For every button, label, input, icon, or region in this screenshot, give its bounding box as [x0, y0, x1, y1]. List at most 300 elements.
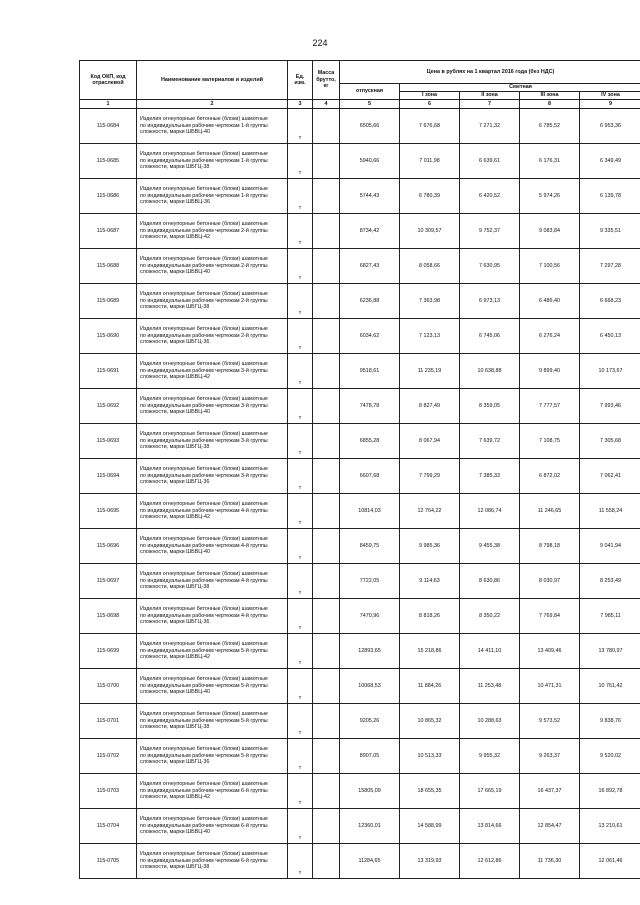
cell-zone-2: 6 420,52	[460, 179, 520, 214]
name-line: Изделия огнеупорные бетонные (блоки) шамотные	[140, 361, 268, 368]
table-row	[80, 809, 640, 844]
cell-wholesale: 6607,68	[340, 459, 400, 494]
cell-zone-4: 8 253,49	[580, 564, 640, 599]
name-line: по индивидуальным рабочим чертежам 2-й группы	[140, 332, 268, 339]
name-line: сложности, марки ШБВЦ-42	[140, 654, 211, 661]
col-number: 2	[137, 100, 288, 109]
cell-code: 115-0695	[80, 494, 137, 529]
table-row	[80, 389, 640, 424]
cell-zone-1: 6 780,39	[400, 179, 460, 214]
cell-code: 115-0689	[80, 284, 137, 319]
cell-zone-2: 9 955,32	[460, 739, 520, 774]
name-line: по индивидуальным рабочим чертежам 4-й группы	[140, 612, 268, 619]
name-line: сложности, марки ШБГЦ-38	[140, 724, 210, 731]
cell-unit: т	[288, 599, 313, 634]
name-line: Изделия огнеупорные бетонные (блоки) шамотные	[140, 291, 268, 298]
cell-zone-4: 7 985,11	[580, 599, 640, 634]
cell-zone-4: 13 780,97	[580, 634, 640, 669]
cell-zone-4: 9 335,51	[580, 214, 640, 249]
cell-zone-2: 7 639,72	[460, 424, 520, 459]
cell-code: 115-0690	[80, 319, 137, 354]
cell-name	[137, 179, 288, 214]
name-line: Изделия огнеупорные бетонные (блоки) шамотные	[140, 536, 268, 543]
cell-zone-4: 7 305,68	[580, 424, 640, 459]
cell-zone-4: 12 061,46	[580, 844, 640, 879]
name-line: сложности, марки ШБВЦ-40	[140, 549, 211, 556]
cell-zone-1: 10 309,57	[400, 214, 460, 249]
cell-zone-3: 6 176,31	[520, 144, 580, 179]
cell-mass	[313, 144, 340, 179]
cell-unit: т	[288, 774, 313, 809]
cell-mass	[313, 354, 340, 389]
table-row	[80, 214, 640, 249]
cell-unit: т	[288, 739, 313, 774]
cell-wholesale: 9205,26	[340, 704, 400, 739]
page-number: 224	[312, 38, 328, 48]
cell-zone-3: 7 100,56	[520, 249, 580, 284]
name-line: по индивидуальным рабочим чертежам 5-й группы	[140, 752, 268, 759]
cell-name	[137, 249, 288, 284]
col-number: 4	[313, 100, 340, 109]
name-line: сложности, марки ШБВЦ-40	[140, 269, 211, 276]
price-table	[79, 60, 640, 879]
col-number: 5	[340, 100, 400, 109]
cell-mass	[313, 634, 340, 669]
cell-zone-3: 6 872,02	[520, 459, 580, 494]
name-line: Изделия огнеупорные бетонные (блоки) шамотные	[140, 851, 268, 858]
cell-code: 115-0705	[80, 844, 137, 879]
header-price-group: Цена в рублях на 1 квартал 2016 года (без НДС)	[340, 61, 640, 84]
name-line: сложности, марки ШБГЦ-38	[140, 304, 210, 311]
name-line: Изделия огнеупорные бетонные (блоки) шамотные	[140, 676, 268, 683]
name-line: по индивидуальным рабочим чертежам 6-й группы	[140, 857, 268, 864]
cell-mass	[313, 214, 340, 249]
name-line: по индивидуальным рабочим чертежам 6-й группы	[140, 787, 268, 794]
cell-zone-2: 10 638,88	[460, 354, 520, 389]
cell-unit: т	[288, 494, 313, 529]
cell-mass	[313, 389, 340, 424]
col-number: 1	[80, 100, 137, 109]
cell-wholesale: 6034,62	[340, 319, 400, 354]
name-line: сложности, марки ШБВЦ-42	[140, 234, 211, 241]
name-line: сложности, марки ШБВЦ-40	[140, 409, 211, 416]
name-line: сложности, марки ШБВЦ-40	[140, 129, 211, 136]
name-line: Изделия огнеупорные бетонные (блоки) шамотные	[140, 326, 268, 333]
name-line: сложности, марки ШБГЦ-36	[140, 619, 210, 626]
cell-zone-4: 6 668,23	[580, 284, 640, 319]
table-row	[80, 354, 640, 389]
cell-unit: т	[288, 424, 313, 459]
cell-zone-4: 11 558,24	[580, 494, 640, 529]
cell-zone-1: 10 865,32	[400, 704, 460, 739]
cell-zone-3: 13 409,46	[520, 634, 580, 669]
cell-zone-4: 6 953,36	[580, 109, 640, 144]
cell-zone-1: 8 058,66	[400, 249, 460, 284]
table-row	[80, 284, 640, 319]
cell-code: 115-0702	[80, 739, 137, 774]
cell-name	[137, 704, 288, 739]
cell-wholesale: 10814,03	[340, 494, 400, 529]
header-zone-3: III зона	[520, 92, 580, 100]
cell-zone-2: 7 271,32	[460, 109, 520, 144]
name-line: Изделия огнеупорные бетонные (блоки) шамотные	[140, 641, 268, 648]
cell-mass	[313, 319, 340, 354]
cell-wholesale: 6827,43	[340, 249, 400, 284]
cell-unit: т	[288, 564, 313, 599]
cell-name	[137, 284, 288, 319]
cell-name	[137, 144, 288, 179]
name-line: сложности, марки ШБВЦ-42	[140, 374, 211, 381]
table-row	[80, 529, 640, 564]
cell-zone-4: 6 349,49	[580, 144, 640, 179]
name-line: по индивидуальным рабочим чертежам 5-й группы	[140, 647, 268, 654]
cell-zone-2: 7 385,33	[460, 459, 520, 494]
cell-wholesale: 7478,78	[340, 389, 400, 424]
cell-wholesale: 9518,61	[340, 354, 400, 389]
table-row	[80, 144, 640, 179]
table-row	[80, 634, 640, 669]
cell-zone-4: 10 761,42	[580, 669, 640, 704]
cell-name	[137, 634, 288, 669]
cell-zone-1: 15 218,86	[400, 634, 460, 669]
cell-zone-2: 14 411,10	[460, 634, 520, 669]
cell-mass	[313, 844, 340, 879]
name-line: по индивидуальным рабочим чертежам 2-й группы	[140, 297, 268, 304]
cell-zone-3: 9 899,40	[520, 354, 580, 389]
table-row	[80, 599, 640, 634]
cell-code: 115-0686	[80, 179, 137, 214]
name-line: по индивидуальным рабочим чертежам 2-й группы	[140, 227, 268, 234]
cell-zone-3: 6 486,40	[520, 284, 580, 319]
cell-zone-1: 14 588,99	[400, 809, 460, 844]
cell-name	[137, 319, 288, 354]
cell-name	[137, 739, 288, 774]
cell-zone-1: 8 827,49	[400, 389, 460, 424]
cell-zone-3: 11 246,65	[520, 494, 580, 529]
name-line: по индивидуальным рабочим чертежам 3-й группы	[140, 367, 268, 374]
cell-name	[137, 424, 288, 459]
table-row	[80, 319, 640, 354]
cell-unit: т	[288, 389, 313, 424]
cell-wholesale: 8907,05	[340, 739, 400, 774]
cell-zone-2: 6 639,61	[460, 144, 520, 179]
table-row	[80, 739, 640, 774]
name-line: сложности, марки ШБГЦ-36	[140, 479, 210, 486]
table-row	[80, 564, 640, 599]
cell-name	[137, 459, 288, 494]
cell-name	[137, 564, 288, 599]
cell-name	[137, 774, 288, 809]
cell-code: 115-0685	[80, 144, 137, 179]
name-line: по индивидуальным рабочим чертежам 4-й группы	[140, 542, 268, 549]
cell-unit: т	[288, 844, 313, 879]
cell-zone-3: 7 777,57	[520, 389, 580, 424]
cell-code: 115-0687	[80, 214, 137, 249]
cell-zone-1: 7 363,98	[400, 284, 460, 319]
cell-mass	[313, 284, 340, 319]
cell-wholesale: 8459,75	[340, 529, 400, 564]
cell-mass	[313, 249, 340, 284]
name-line: сложности, марки ШБВЦ-40	[140, 829, 211, 836]
cell-zone-3: 7 769,84	[520, 599, 580, 634]
header-name: Наименование материалов и изделий	[137, 61, 288, 100]
cell-zone-1: 7 799,29	[400, 459, 460, 494]
name-line: по индивидуальным рабочим чертежам 5-й группы	[140, 682, 268, 689]
cell-mass	[313, 109, 340, 144]
cell-zone-3: 16 437,37	[520, 774, 580, 809]
cell-wholesale: 7722,05	[340, 564, 400, 599]
cell-zone-3: 9 263,37	[520, 739, 580, 774]
col-number: 7	[460, 100, 520, 109]
name-line: по индивидуальным рабочим чертежам 2-й группы	[140, 262, 268, 269]
cell-zone-2: 9 752,37	[460, 214, 520, 249]
name-line: Изделия огнеупорные бетонные (блоки) шамотные	[140, 711, 268, 718]
cell-zone-1: 8 067,94	[400, 424, 460, 459]
cell-zone-2: 8 350,22	[460, 599, 520, 634]
name-line: сложности, марки ШБВЦ-36	[140, 199, 211, 206]
cell-zone-4: 7 993,46	[580, 389, 640, 424]
col-number: 8	[520, 100, 580, 109]
cell-zone-1: 9 114,63	[400, 564, 460, 599]
cell-zone-1: 7 676,68	[400, 109, 460, 144]
table-row	[80, 424, 640, 459]
table-row	[80, 669, 640, 704]
cell-name	[137, 809, 288, 844]
cell-zone-4: 6 450,13	[580, 319, 640, 354]
name-line: Изделия огнеупорные бетонные (блоки) шамотные	[140, 221, 268, 228]
cell-wholesale: 10068,53	[340, 669, 400, 704]
col-number: 6	[400, 100, 460, 109]
cell-zone-2: 12 612,86	[460, 844, 520, 879]
cell-unit: т	[288, 669, 313, 704]
cell-zone-2: 8 359,05	[460, 389, 520, 424]
name-line: Изделия огнеупорные бетонные (блоки) шамотные	[140, 431, 268, 438]
cell-code: 115-0697	[80, 564, 137, 599]
header-wholesale: отпускная	[340, 84, 400, 100]
name-line: сложности, марки ШБВЦ-42	[140, 794, 211, 801]
name-line: Изделия огнеупорные бетонные (блоки) шамотные	[140, 151, 268, 158]
cell-zone-4: 9 520,02	[580, 739, 640, 774]
cell-name	[137, 494, 288, 529]
cell-code: 115-0699	[80, 634, 137, 669]
cell-zone-2: 9 455,38	[460, 529, 520, 564]
cell-name	[137, 214, 288, 249]
cell-unit: т	[288, 179, 313, 214]
name-line: Изделия огнеупорные бетонные (блоки) шамотные	[140, 501, 268, 508]
cell-zone-2: 6 745,06	[460, 319, 520, 354]
header-zone-2: II зона	[460, 92, 520, 100]
cell-mass	[313, 599, 340, 634]
cell-wholesale: 6236,88	[340, 284, 400, 319]
cell-code: 115-0692	[80, 389, 137, 424]
cell-code: 115-0704	[80, 809, 137, 844]
cell-zone-4: 13 210,61	[580, 809, 640, 844]
cell-unit: т	[288, 634, 313, 669]
name-line: сложности, марки ШБГЦ-38	[140, 584, 210, 591]
name-line: Изделия огнеупорные бетонные (блоки) шамотные	[140, 606, 268, 613]
cell-code: 115-0691	[80, 354, 137, 389]
name-line: Изделия огнеупорные бетонные (блоки) шамотные	[140, 116, 268, 123]
cell-zone-3: 11 736,30	[520, 844, 580, 879]
cell-zone-2: 8 630,86	[460, 564, 520, 599]
name-line: Изделия огнеупорные бетонные (блоки) шамотные	[140, 746, 268, 753]
cell-code: 115-0703	[80, 774, 137, 809]
cell-zone-2: 13 814,66	[460, 809, 520, 844]
cell-zone-3: 10 471,31	[520, 669, 580, 704]
name-line: по индивидуальным рабочим чертежам 3-й группы	[140, 437, 268, 444]
cell-wholesale: 6505,66	[340, 109, 400, 144]
cell-name	[137, 529, 288, 564]
name-line: Изделия огнеупорные бетонные (блоки) шамотные	[140, 466, 268, 473]
cell-zone-3: 6 276,24	[520, 319, 580, 354]
cell-zone-2: 6 973,13	[460, 284, 520, 319]
cell-name	[137, 354, 288, 389]
cell-zone-1: 7 011,98	[400, 144, 460, 179]
name-line: по индивидуальным рабочим чертежам 1-й группы	[140, 122, 268, 129]
cell-zone-1: 13 319,93	[400, 844, 460, 879]
cell-zone-1: 12 764,22	[400, 494, 460, 529]
name-line: по индивидуальным рабочим чертежам 4-й группы	[140, 507, 268, 514]
cell-zone-4: 10 173,67	[580, 354, 640, 389]
cell-unit: т	[288, 284, 313, 319]
name-line: по индивидуальным рабочим чертежам 1-й группы	[140, 192, 268, 199]
cell-unit: т	[288, 144, 313, 179]
cell-unit: т	[288, 319, 313, 354]
cell-name	[137, 389, 288, 424]
table-row	[80, 179, 640, 214]
name-line: Изделия огнеупорные бетонные (блоки) шамотные	[140, 571, 268, 578]
cell-zone-2: 7 630,95	[460, 249, 520, 284]
name-line: Изделия огнеупорные бетонные (блоки) шамотные	[140, 186, 268, 193]
cell-zone-3: 5 974,26	[520, 179, 580, 214]
header-zone-4: IV зона	[580, 92, 640, 100]
cell-wholesale: 12360,01	[340, 809, 400, 844]
cell-code: 115-0693	[80, 424, 137, 459]
cell-zone-1: 8 818,26	[400, 599, 460, 634]
cell-zone-4: 9 838,76	[580, 704, 640, 739]
name-line: Изделия огнеупорные бетонные (блоки) шамотные	[140, 256, 268, 263]
cell-code: 115-0701	[80, 704, 137, 739]
cell-zone-2: 10 288,63	[460, 704, 520, 739]
cell-zone-3: 8 030,97	[520, 564, 580, 599]
cell-zone-1: 11 235,19	[400, 354, 460, 389]
table-row	[80, 704, 640, 739]
name-line: по индивидуальным рабочим чертежам 3-й группы	[140, 472, 268, 479]
cell-unit: т	[288, 354, 313, 389]
cell-zone-1: 7 123,13	[400, 319, 460, 354]
cell-mass	[313, 179, 340, 214]
cell-mass	[313, 494, 340, 529]
cell-wholesale: 15805,09	[340, 774, 400, 809]
cell-code: 115-0700	[80, 669, 137, 704]
name-line: по индивидуальным рабочим чертежам 3-й группы	[140, 402, 268, 409]
cell-mass	[313, 564, 340, 599]
cell-wholesale: 5940,66	[340, 144, 400, 179]
table-row	[80, 774, 640, 809]
table-row	[80, 249, 640, 284]
name-line: по индивидуальным рабочим чертежам 1-й группы	[140, 157, 268, 164]
cell-name	[137, 109, 288, 144]
cell-unit: т	[288, 109, 313, 144]
col-number: 9	[580, 100, 640, 109]
cell-code: 115-0696	[80, 529, 137, 564]
cell-wholesale: 12893,65	[340, 634, 400, 669]
cell-zone-4: 6 139,78	[580, 179, 640, 214]
cell-zone-4: 7 297,28	[580, 249, 640, 284]
cell-mass	[313, 669, 340, 704]
cell-unit: т	[288, 214, 313, 249]
cell-code: 115-0698	[80, 599, 137, 634]
name-line: по индивидуальным рабочим чертежам 4-й группы	[140, 577, 268, 584]
header-zone-1: I зона	[400, 92, 460, 100]
cell-mass	[313, 809, 340, 844]
cell-zone-2: 17 665,19	[460, 774, 520, 809]
header-mass: Масса брутто, кг	[313, 61, 340, 100]
cell-zone-3: 6 785,52	[520, 109, 580, 144]
table-row	[80, 109, 640, 144]
cell-mass	[313, 424, 340, 459]
cell-zone-2: 11 253,48	[460, 669, 520, 704]
name-line: сложности, марки ШБГЦ-36	[140, 339, 210, 346]
cell-wholesale: 5744,43	[340, 179, 400, 214]
cell-zone-4: 16 892,78	[580, 774, 640, 809]
header-estimate: Сметная	[400, 84, 640, 92]
name-line: по индивидуальным рабочим чертежам 6-й группы	[140, 822, 268, 829]
cell-zone-1: 9 985,36	[400, 529, 460, 564]
name-line: сложности, марки ШБГЦ-38	[140, 444, 210, 451]
name-line: сложности, марки ШБГЦ-38	[140, 864, 210, 871]
cell-unit: т	[288, 809, 313, 844]
cell-zone-4: 7 062,41	[580, 459, 640, 494]
cell-mass	[313, 459, 340, 494]
col-number: 3	[288, 100, 313, 109]
cell-code: 115-0684	[80, 109, 137, 144]
name-line: сложности, марки ШБВЦ-40	[140, 689, 211, 696]
cell-zone-3: 9 083,84	[520, 214, 580, 249]
cell-mass	[313, 704, 340, 739]
cell-wholesale: 6855,28	[340, 424, 400, 459]
table-row	[80, 844, 640, 879]
cell-wholesale: 7470,96	[340, 599, 400, 634]
name-line: Изделия огнеупорные бетонные (блоки) шамотные	[140, 396, 268, 403]
table-row	[80, 494, 640, 529]
cell-mass	[313, 529, 340, 564]
cell-zone-3: 9 573,52	[520, 704, 580, 739]
cell-unit: т	[288, 529, 313, 564]
cell-name	[137, 844, 288, 879]
name-line: сложности, марки ШБГЦ-36	[140, 759, 210, 766]
cell-zone-2: 12 086,74	[460, 494, 520, 529]
cell-mass	[313, 739, 340, 774]
cell-wholesale: 11284,65	[340, 844, 400, 879]
header-unit: Ед. изм.	[288, 61, 313, 100]
cell-zone-4: 9 041,94	[580, 529, 640, 564]
cell-unit: т	[288, 704, 313, 739]
name-line: по индивидуальным рабочим чертежам 5-й группы	[140, 717, 268, 724]
cell-zone-3: 8 798,18	[520, 529, 580, 564]
cell-zone-1: 10 513,33	[400, 739, 460, 774]
name-line: Изделия огнеупорные бетонные (блоки) шамотные	[140, 781, 268, 788]
name-line: сложности, марки ШБВЦ-42	[140, 514, 211, 521]
cell-code: 115-0694	[80, 459, 137, 494]
cell-wholesale: 8734,42	[340, 214, 400, 249]
name-line: сложности, марки ШБГЦ-38	[140, 164, 210, 171]
cell-zone-1: 11 884,26	[400, 669, 460, 704]
cell-unit: т	[288, 249, 313, 284]
cell-code: 115-0688	[80, 249, 137, 284]
header-code: Код ОКП, код отраслевой	[80, 61, 137, 100]
cell-zone-1: 18 655,35	[400, 774, 460, 809]
